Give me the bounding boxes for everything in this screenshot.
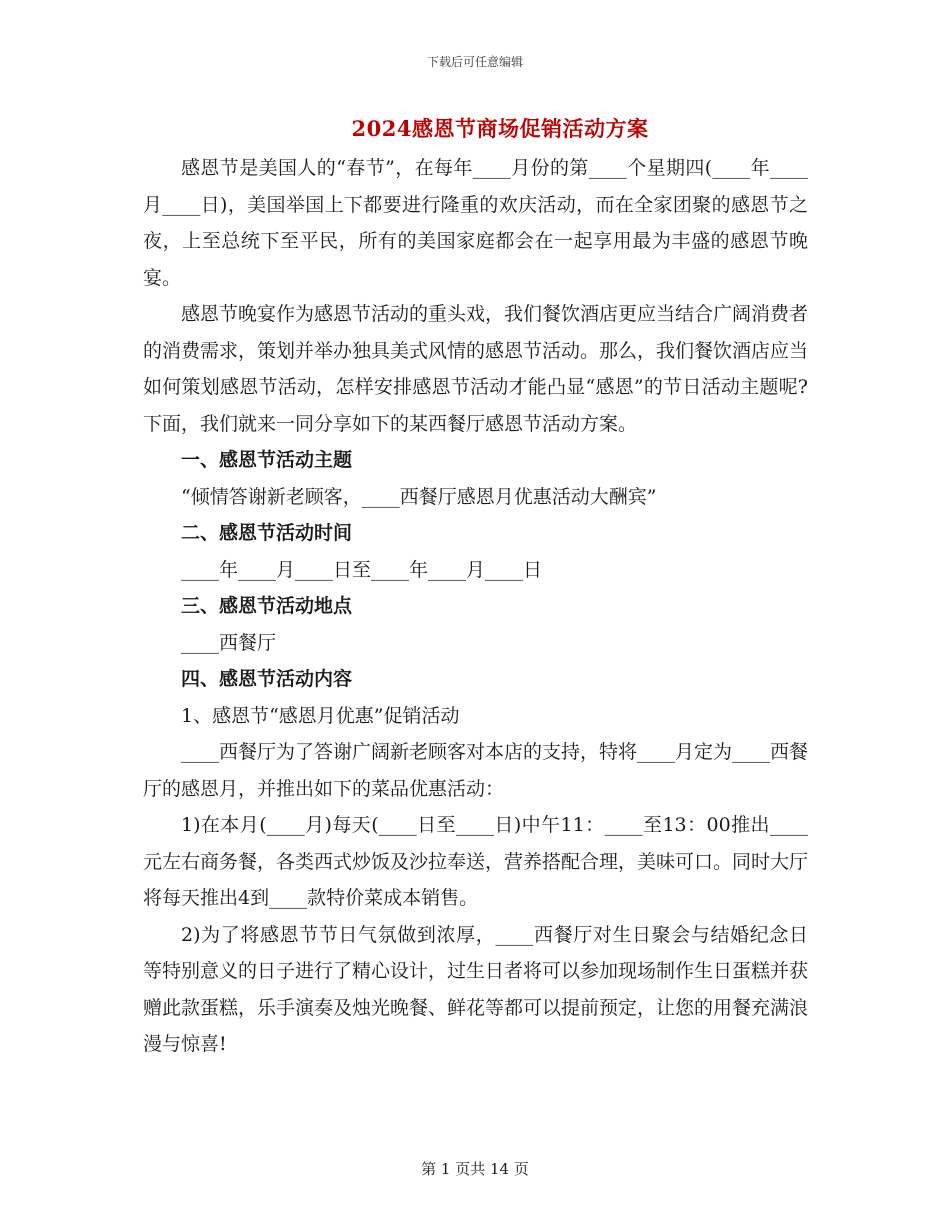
page-footer: 第 1 页共 14 页 xyxy=(421,1160,529,1178)
promo-paragraph: ____西餐厅为了答谢广阔新老顾客对本店的支持，特将____月定为____西餐厅的感恩月，并推出如下的菜品优惠活动： xyxy=(143,741,809,800)
theme-text: “倾情答谢新老顾客，____西餐厅感恩月优惠活动大酬宾” xyxy=(181,485,657,508)
intro-paragraph-1: 感恩节是美国人的“春节”，在每年____月份的第____个星期四(____年____月____日)，美国举国上下都要进行隆重的欢庆活动，而在全家团聚的感恩节之夜，上至总统下至平民，所有的美国家庭都会在一起享用最为丰盛的感恩节晚宴。 xyxy=(143,157,808,289)
document-body xyxy=(143,150,808,1063)
subheading-promo: 1、感恩节“感恩月优惠”促销活动 xyxy=(181,704,460,727)
section-heading-place: 三、感恩节活动地点 xyxy=(181,595,353,617)
header-note: 下载后可任意编辑 xyxy=(426,55,523,69)
section-heading-time: 二、感恩节活动时间 xyxy=(181,522,353,544)
place-text: ____西餐厅 xyxy=(181,631,277,654)
section-heading-theme: 一、感恩节活动主题 xyxy=(181,449,353,471)
time-text: ____年____月____日至____年____月____日 xyxy=(181,558,543,581)
section-heading-content: 四、感恩节活动内容 xyxy=(181,668,353,690)
document-title: 2024感恩节商场促销活动方案 xyxy=(351,116,649,141)
intro-paragraph-2: 感恩节晚宴作为感恩节活动的重头戏，我们餐饮酒店更应当结合广阔消费者的消费需求，策划并举办独具美式风情的感恩节活动。那么，我们餐饮酒店应当如何策划感恩节活动，怎样安排感恩节活动才能凸显“感恩”的节日活动主题呢?下面，我们就来一同分享如下的某西餐厅感恩节活动方案。 xyxy=(143,303,809,435)
promo-item-1: 1)在本月(____月)每天(____日至____日)中午11：____至13：00推出____元左右商务餐，各类西式炒饭及沙拉奉送，营养搭配合理，美味可口。同时大厅将每天推出4到____款特价菜成本销售。 xyxy=(143,814,809,909)
promo-item-2: 2)为了将感恩节节日气氛做到浓厚，____西餐厅对生日聚会与结婚纪念日等特别意义的日子进行了精心设计，过生日者将可以参加现场制作生日蛋糕并获赠此款蛋糕，乐手演奏及烛光晚餐、鲜花等都可以提前预定，让您的用餐充满浪漫与惊喜! xyxy=(143,923,809,1055)
